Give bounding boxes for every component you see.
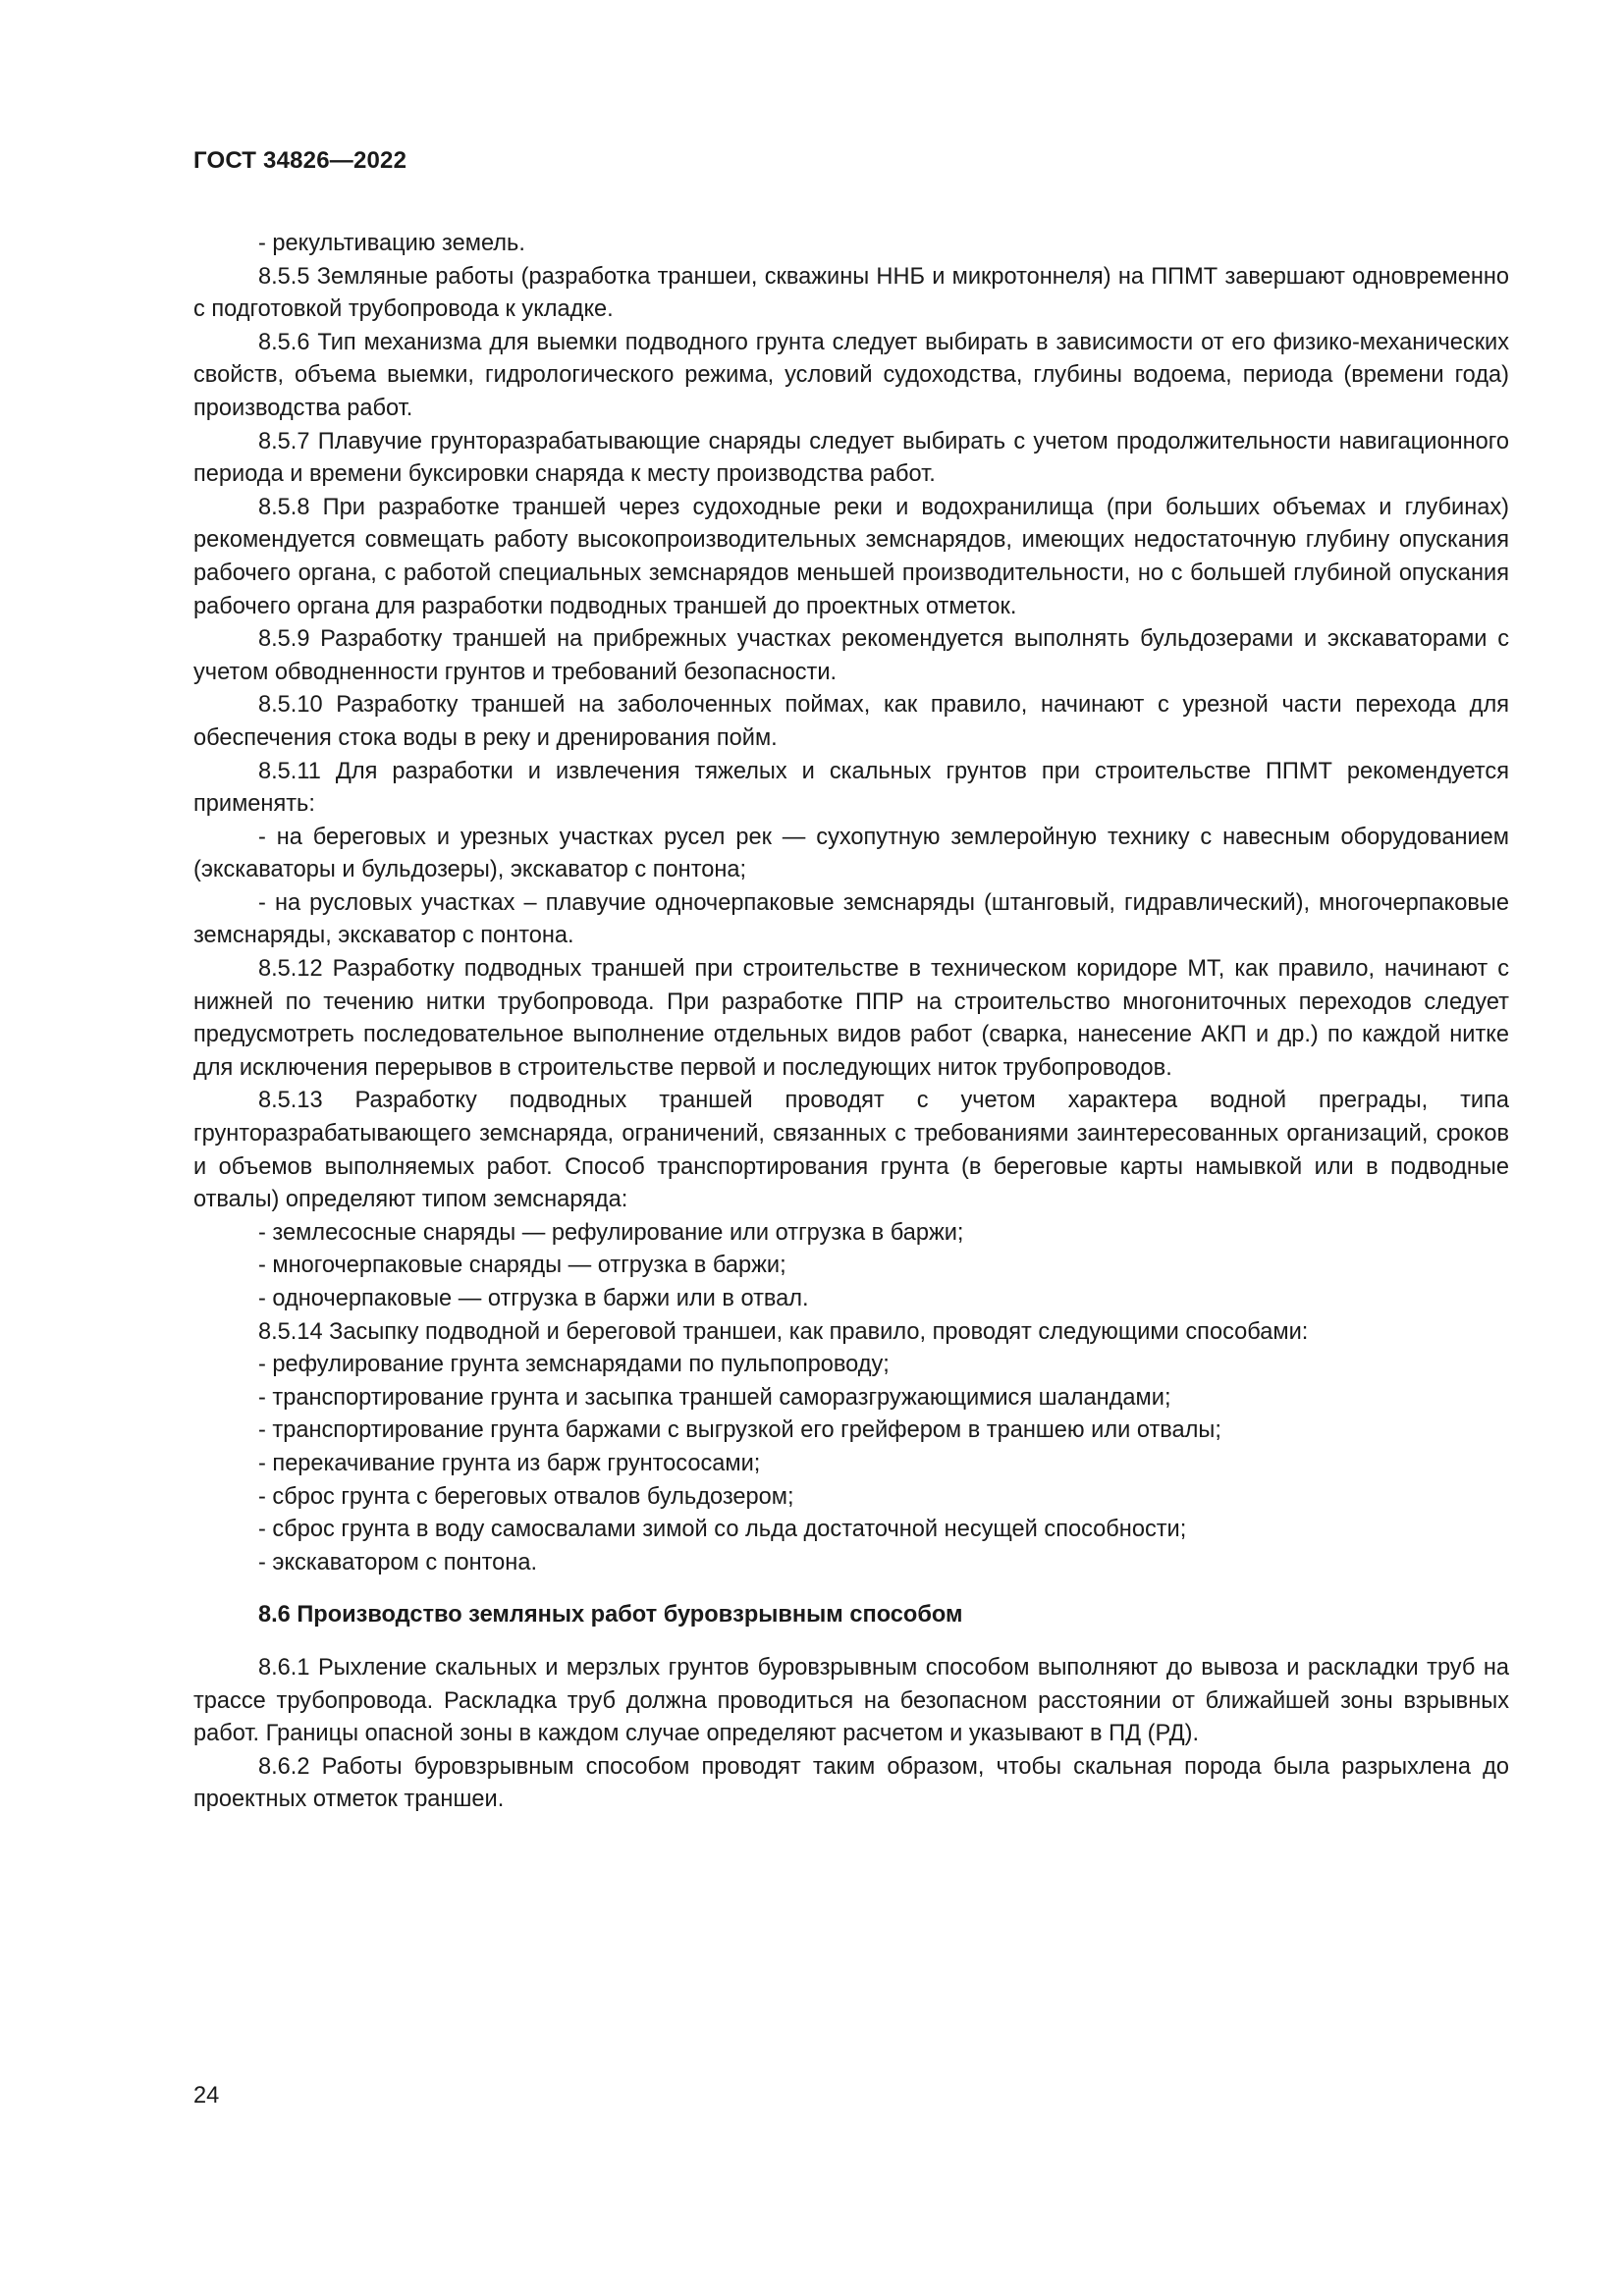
list-item: - рефулирование грунта земснарядами по пульпопроводу; [258,1352,890,1378]
list-item: - экскаватором с понтона. [258,1549,538,1575]
section-heading: 8.6 Производство земляных работ буровзрывным способом [258,1602,963,1629]
paragraph: 8.5.11 Для разработки и извлечения тяжелых и скальных грунтов при строительстве ППМТ рекомендуется применять: [193,758,1509,818]
list-item: - сброс грунта с береговых отвалов бульдозером; [258,1483,794,1510]
paragraph: 8.5.6 Тип механизма для выемки подводного грунта следует выбирать в зависимости от его физико-механических свойств, объема выемки, гидрологического режима, условий судоходства, глубины водоема, периода (времени года) производства работ. [193,329,1509,421]
list-item: - многочерпаковые снаряды — отгрузка в баржи; [258,1253,786,1279]
paragraph: 8.5.8 При разработке траншей через судоходные реки и водохранилища (при больших объемах и глубинах) рекомендуется совмещать работу высокопроизводительных земснарядов, имеющих недостаточную глубину опускания рабочего органа, с работой специальных земснарядов меньшей производительности, но с большей глубиной опускания рабочего органа для разработки подводных траншей до проектных отметок. [193,494,1509,619]
paragraph: 8.5.5 Земляные работы (разработка траншеи, скважины ННБ и микротоннеля) на ППМТ завершают одновременно с подготовкой трубопровода к укладке. [193,263,1509,323]
list-item: - одночерпаковые — отгрузка в баржи или в отвал. [258,1286,809,1311]
page-header: ГОСТ 34826—2022 [193,147,407,174]
paragraph: 8.5.7 Плавучие грунторазрабатывающие снаряды следует выбирать с учетом продолжительности навигационного периода и времени буксировки снаряда к месту производства работ. [193,428,1509,488]
list-item: - рекультивацию земель. [258,231,525,256]
list-item: - транспортирование грунта баржами с выгрузкой его грейфером в траншею или отвалы; [258,1417,1221,1444]
list-item: - сброс грунта в воду самосвалами зимой со льда достаточной несущей способности; [258,1517,1187,1543]
paragraph: 8.6.2 Работы буровзрывным способом проводят таким образом, чтобы скальная порода была разрыхлена до проектных отметок траншеи. [193,1753,1509,1813]
document-body [193,228,1509,1817]
paragraph: 8.5.13 Разработку подводных траншей проводят с учетом характера водной преграды, типа грунторазрабатывающего земснаряда, ограничений, связанных с требованиями заинтересованных организаций, сроков и объемов выполняемых работ. Способ транспортирования грунта (в береговые карты намывкой или в подводные отвалы) определяют типом земснаряда: [193,1088,1509,1213]
paragraph: 8.5.10 Разработку траншей на заболоченных поймах, как правило, начинают с урезной части перехода для обеспечения стока воды в реку и дренирования пойм. [193,692,1509,751]
paragraph: 8.5.14 Засыпку подводной и береговой траншеи, как правило, проводят следующими способами: [258,1318,1309,1345]
paragraph: 8.6.1 Рыхление скальных и мерзлых грунтов буровзрывным способом выполняют до вывоза и раскладки труб на трассе трубопровода. Раскладка труб должна проводиться на безопасном расстоянии от ближайшей зоны взрывных работ. Границы опасной зоны в каждом случае определяют расчетом и указывают в ПД (РД). [193,1654,1509,1747]
list-item: - землесосные снаряды — рефулирование или отгрузка в баржи; [258,1219,964,1246]
list-item: - транспортирование грунта и засыпка траншей саморазгружающимися шаландами; [258,1384,1171,1411]
list-item: - на русловых участках – плавучие одночерпаковые земснаряды (штанговый, гидравлический), многочерпаковые земснаряды, экскаватор с понтона. [193,889,1509,949]
list-item: - на береговых и урезных участках русел рек — сухопутную землеройную технику с навесным оборудованием (экскаваторы и бульдозеры), экскаватор с понтона; [193,824,1509,883]
paragraph: 8.5.12 Разработку подводных траншей при строительстве в техническом коридоре МТ, как правило, начинают с нижней по течению нитки трубопровода. При разработке ППР на строительство многониточных переходов следует предусмотреть последовательное выполнение отдельных видов работ (сварка, нанесение АКП и др.) по каждой нитке для исключения перерывов в строительстве первой и последующих ниток трубопроводов. [193,956,1509,1081]
paragraph: 8.5.9 Разработку траншей на прибрежных участках рекомендуется выполнять бульдозерами и экскаваторами с учетом обводненности грунтов и требований безопасности. [193,626,1509,685]
page-number: 24 [193,2083,220,2109]
list-item: - перекачивание грунта из барж грунтососами; [258,1450,761,1476]
